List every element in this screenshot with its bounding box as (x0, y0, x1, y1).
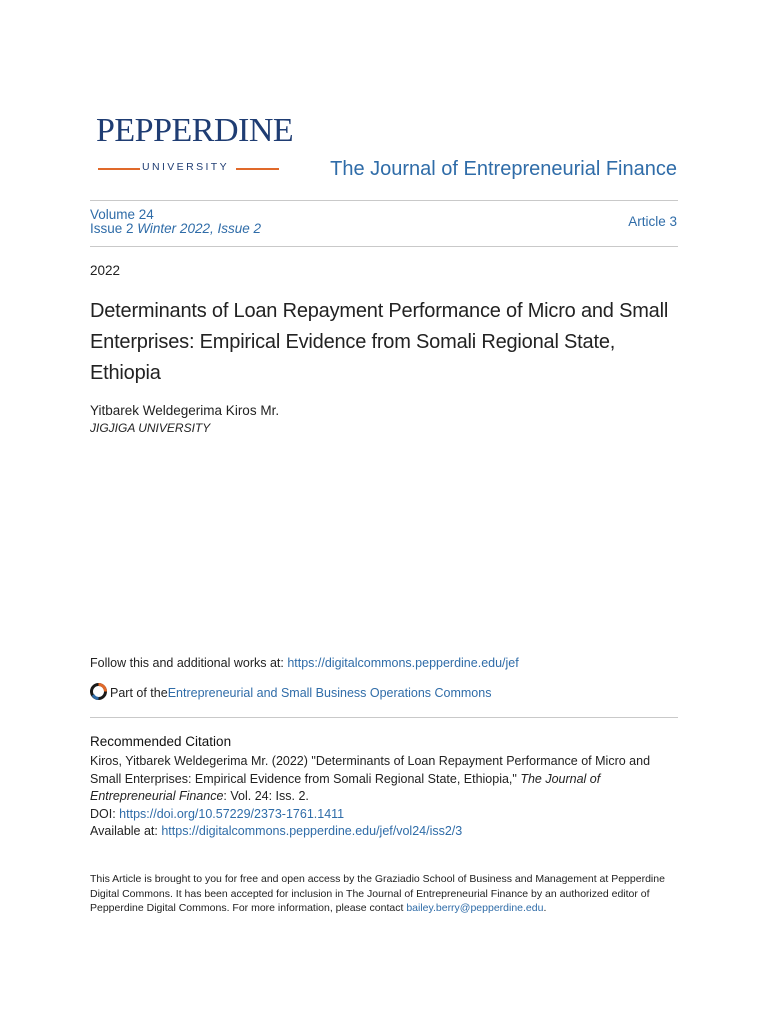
recommended-citation-heading: Recommended Citation (90, 734, 232, 749)
issue-divider (90, 246, 678, 247)
citation-block (90, 753, 680, 841)
logo-accent-line-right (236, 168, 279, 170)
access-notice-end: . (543, 902, 547, 914)
issue-link[interactable] (90, 221, 261, 236)
citation-divider (90, 717, 678, 718)
author-name: Yitbarek Weldegerima Kiros Mr. (90, 403, 280, 418)
part-of-line (90, 683, 491, 703)
available-label: Available at: (90, 824, 162, 838)
paper-title: Determinants of Loan Repayment Performance of Micro and Small Enterprises: Empirical Evidence from Somali Regional State, Ethiopia (90, 300, 669, 384)
part-of-text: Part of the (110, 686, 168, 700)
citation-text: Kiros, Yitbarek Weldegerima Mr. (2022) "Determinants of Loan Repayment Performance of Micro and Small Enterprises: Empirical Evidence from Somali Regional State, Ethiopia," (90, 754, 651, 786)
doi-label: DOI: (90, 806, 120, 821)
access-notice (90, 872, 680, 916)
publication-year: 2022 (90, 263, 121, 278)
doi-link[interactable]: https://doi.org/10.57229/2373-1761.1411 (119, 806, 345, 821)
available-url-link[interactable]: https://digitalcommons.pepperdine.edu/jef/vol24/iss2/3 (161, 824, 463, 838)
issue-detail: Winter 2022, Issue 2 (137, 221, 261, 236)
issue-label: Issue 2 (90, 221, 134, 236)
follow-text: Follow this and additional works at: (90, 656, 288, 670)
contact-email-link[interactable]: bailey.berry@pepperdine.edu (406, 902, 544, 914)
citation-details: : Vol. 24: Iss. 2. (223, 789, 309, 803)
author-affiliation: JIGJIGA UNIVERSITY (90, 421, 211, 435)
logo-accent-line-left (98, 168, 140, 170)
article-number-link[interactable]: Article 3 (628, 214, 677, 229)
volume-link[interactable]: Volume 24 (90, 207, 154, 222)
citation-journal: The Journal of Entrepreneurial Finance (90, 771, 601, 803)
commons-link[interactable]: Entrepreneurial and Small Business Operations Commons (167, 686, 492, 700)
collection-url-link[interactable]: https://digitalcommons.pepperdine.edu/jef (287, 656, 519, 670)
pepperdine-logo-wordmark: PEPPERDINE (96, 112, 294, 149)
header-divider (90, 200, 678, 201)
follow-works-line (90, 656, 519, 670)
network-commons-icon (90, 683, 110, 703)
pepperdine-logo-university: UNIVERSITY (142, 161, 230, 173)
issue-info (90, 208, 261, 236)
journal-title-link[interactable]: The Journal of Entrepreneurial Finance (330, 158, 677, 180)
access-notice-text: This Article is brought to you for free and open access by the Graziadio School of Business and Management at Pepperdine Digital Commons. It has been accepted for inclusion in The Journal of Entrepreneurial Finance by an authorized editor of Pepperdine Digital Commons. For more information, please contact (90, 873, 665, 914)
